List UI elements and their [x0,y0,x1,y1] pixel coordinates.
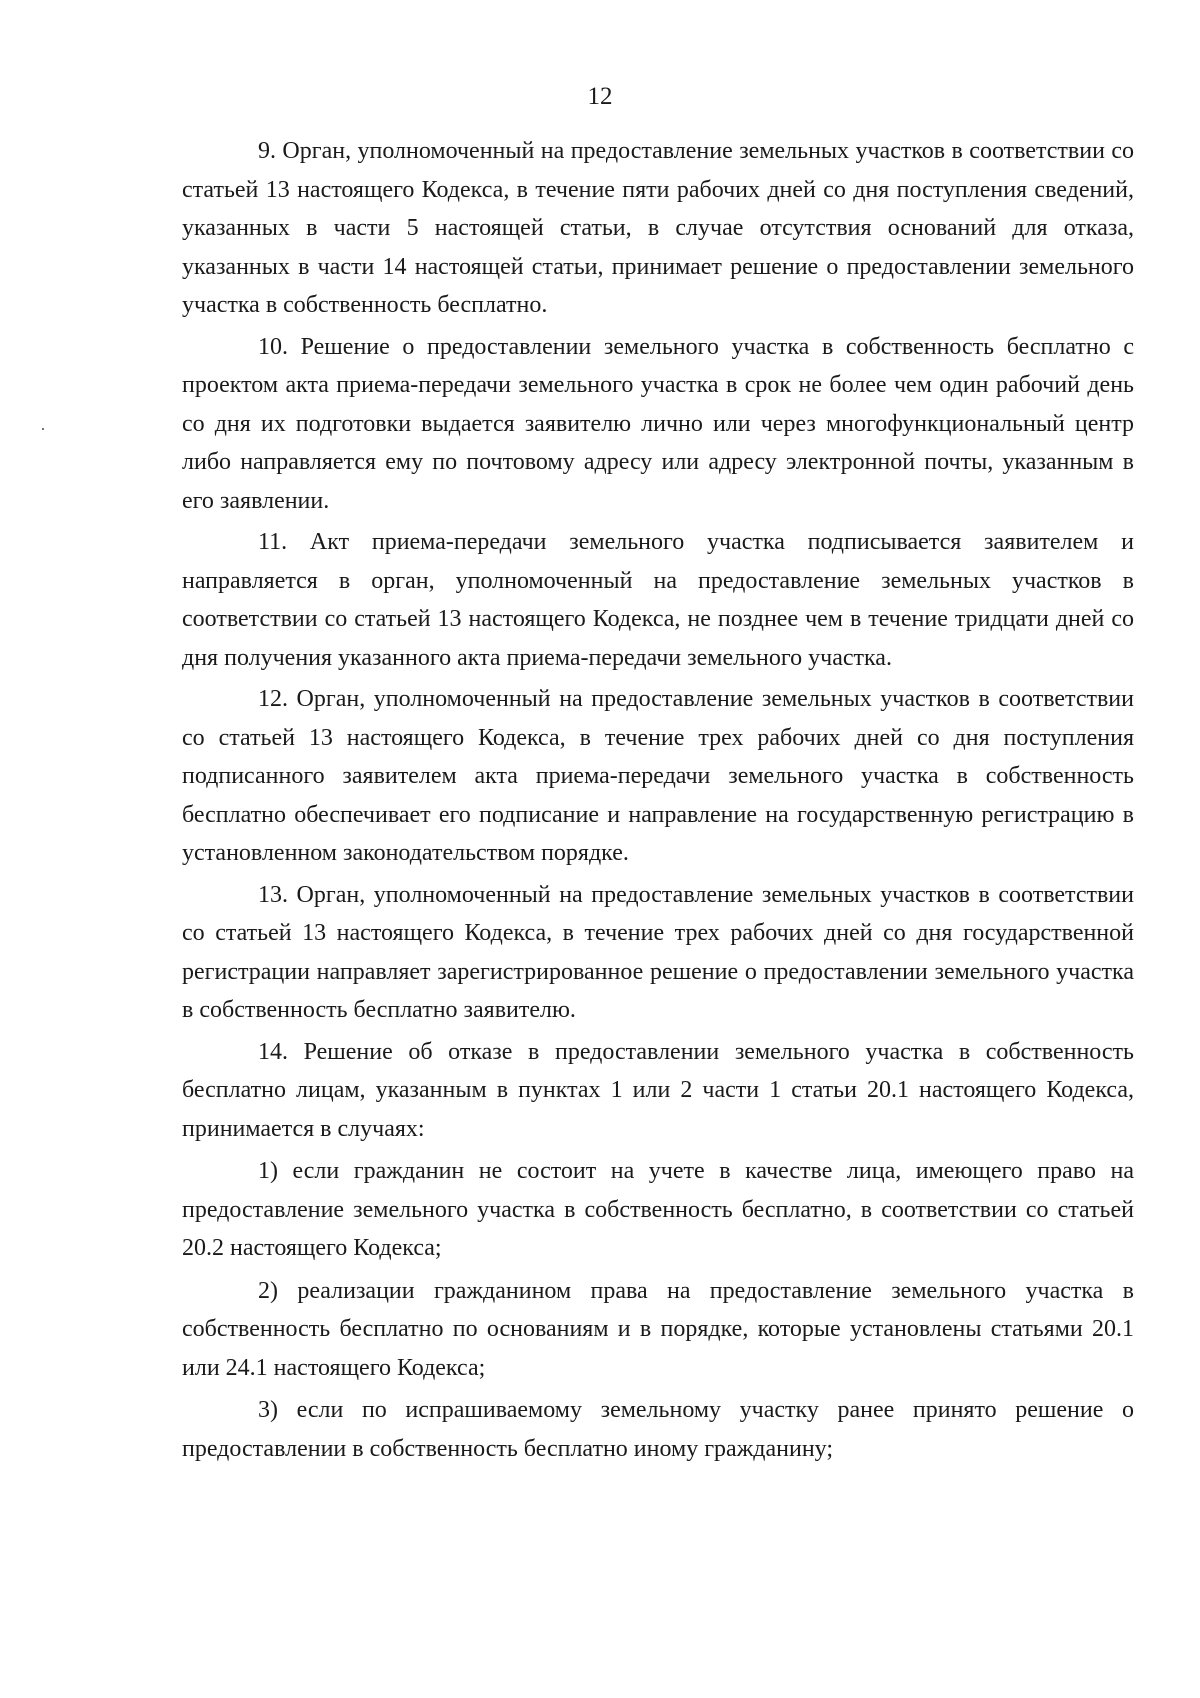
paragraph-11: 11. Акт приема-передачи земельного участка подписывается заявителем и направляется в орган, уполномоченный на предоставление земельных участков в соответствии со статьей 13 настоящего Кодекса, не позднее чем в течение тридцати дней со дня получения указанного акта приема-передачи земельного участка. [182,529,1134,671]
paragraph-10: 10. Решение о предоставлении земельного участка в собственность бесплатно с проектом акта приема-передачи земельного участка в срок не более чем один рабочий день со дня их подготовки выдается заявителю лично или через многофункциональный центр либо направляется ему по почтовому адресу или адресу электронной почты, указанным в его заявлении. [182,333,1134,514]
paragraph-9: 9. Орган, уполномоченный на предоставление земельных участков в соответствии со статьей 13 настоящего Кодекса, в течение пяти рабочих дней со дня поступления сведений, указанных в части 5 настоящей статьи, в случае отсутствия оснований для отказа, указанных в части 14 настоящей статьи, принимает решение о предоставлении земельного участка в собственность бесплатно. [182,138,1134,318]
list-item-1: 1) если гражданин не состоит на учете в качестве лица, имеющего право на предоставление земельного участка в собственность бесплатно, в соответствии со статьей 20.2 настоящего Кодекса; [182,1158,1134,1261]
scan-artifact-dot [42,428,44,430]
paragraph-14: 14. Решение об отказе в предоставлении земельного участка в собственность бесплатно лицам, указанным в пунктах 1 или 2 части 1 статьи 20.1 настоящего Кодекса, принимается в случаях: [182,1038,1134,1142]
paragraph-12: 12. Орган, уполномоченный на предоставление земельных участков в соответствии со статьей 13 настоящего Кодекса, в течение трех рабочих дней со дня поступления подписанного заявителем акта приема-передачи земельного участка в собственность бесплатно обеспечивает его подписание и направление на государственную регистрацию в установленном законодательством порядке. [182,686,1134,866]
page-number: 12 [587,83,613,110]
list-item-3: 3) если по испрашиваемому земельному участку ранее принято решение о предоставлении в собственность бесплатно иному гражданину; [182,1397,1134,1462]
paragraph-13: 13. Орган, уполномоченный на предоставление земельных участков в соответствии со статьей 13 настоящего Кодекса, в течение трех рабочих дней со дня государственной регистрации направляет зарегистрированное решение о предоставлении земельного участка в собственность бесплатно заявителю. [182,881,1134,1023]
list-item-2: 2) реализации гражданином права на предоставление земельного участка в собственность бесплатно по основаниям и в порядке, которые установлены статьями 20.1 или 24.1 настоящего Кодекса; [182,1277,1134,1381]
document-body [182,132,1134,1471]
